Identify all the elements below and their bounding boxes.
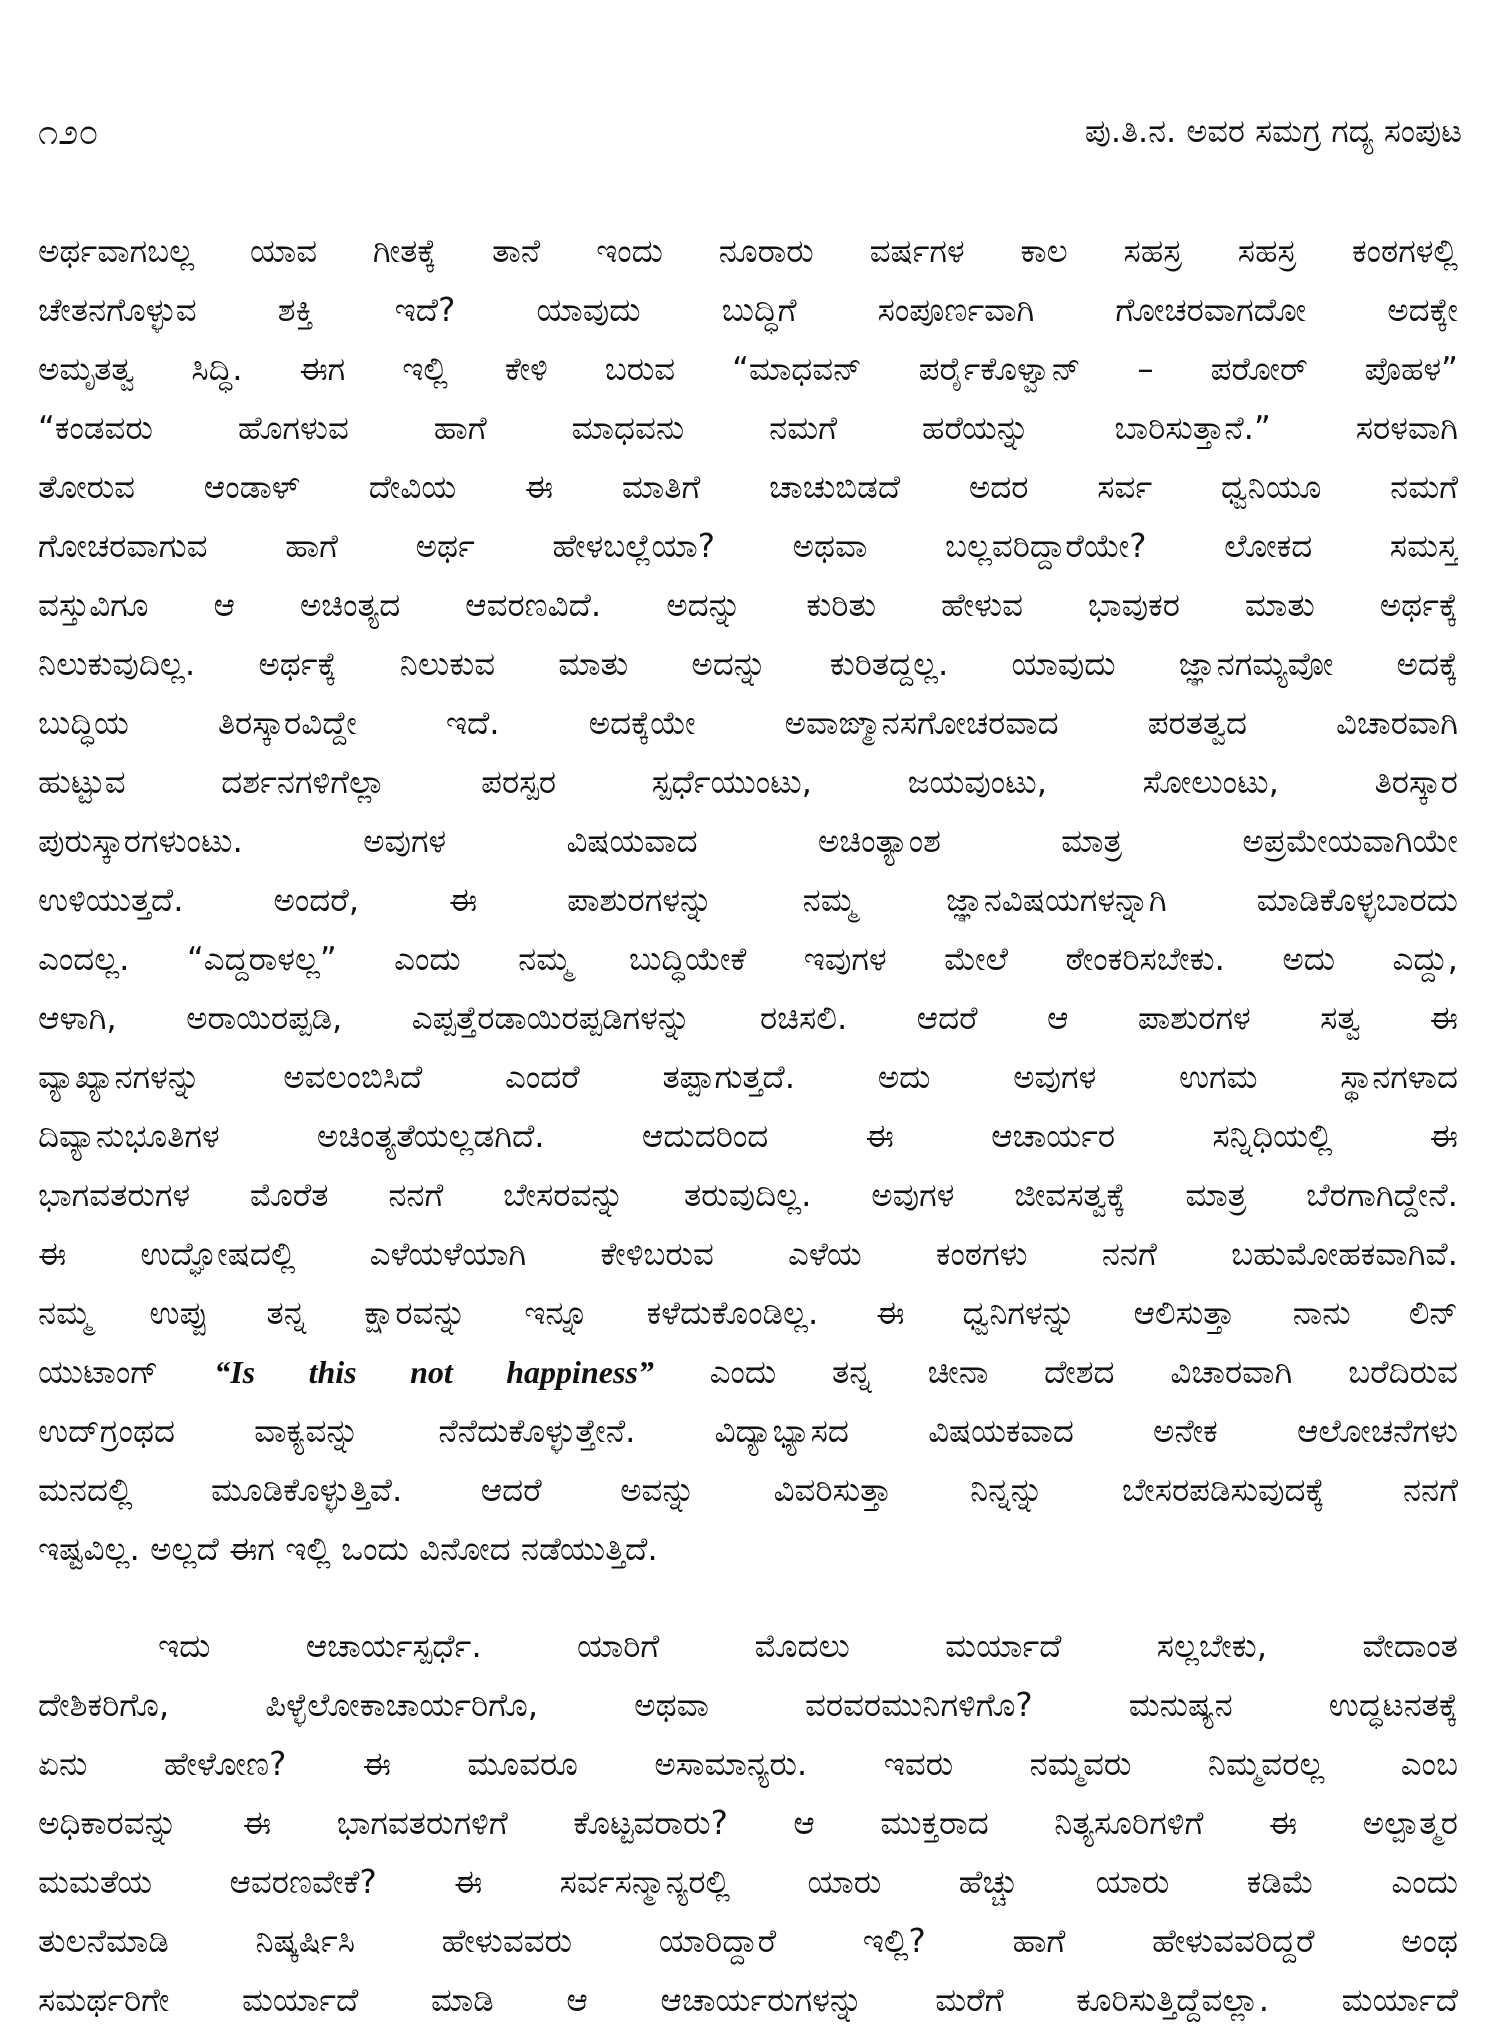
text-line: ವ್ಯಾಖ್ಯಾನಗಳನ್ನು ಅವಲಂಬಿಸಿದೆ ಎಂದರೆ ತಪ್ಪಾಗುತ್ತದೆ. ಅದು ಅವುಗಳ ಉಗಮ ಸ್ಥಾನಗಳಾದ (38, 1058, 1458, 1096)
text-line: ಮಮತೆಯ ಆವರಣವೇಕೆ? ಈ ಸರ್ವಸನ್ಮಾನ್ಯರಲ್ಲಿ ಯಾರು ಹೆಚ್ಚು ಯಾರು ಕಡಿಮೆ ಎಂದು (38, 1863, 1458, 1901)
body-text (38, 222, 1458, 2030)
text-line: ಅಧಿಕಾರವನ್ನು ಈ ಭಾಗವತರುಗಳಿಗೆ ಕೊಟ್ಟವರಾರು? ಆ ಮುಕ್ತರಾದ ನಿತ್ಯಸೂರಿಗಳಿಗೆ ಈ ಅಲ್ಪಾತ್ಮರ (38, 1804, 1458, 1842)
text-line: ಭಾಗವತರುಗಳ ಮೊರೆತ ನನಗೆ ಬೇಸರವನ್ನು ತರುವುದಿಲ್ಲ. ಅವುಗಳ ಜೀವಸತ್ವಕ್ಕೆ ಮಾತ್ರ ಬೆರಗಾಗಿದ್ದೇನೆ. (38, 1176, 1458, 1214)
text-line: ಇಷ್ಟವಿಲ್ಲ. ಅಲ್ಲದೆ ಈಗ ಇಲ್ಲಿ ಒಂದು ವಿನೋದ ನಡೆಯುತ್ತಿದೆ. (38, 1530, 658, 1568)
text-line: ವಸ್ತುವಿಗೂ ಆ ಅಚಿಂತ್ಯದ ಆವರಣವಿದೆ. ಅದನ್ನು ಕುರಿತು ಹೇಳುವ ಭಾವುಕರ ಮಾತು ಅರ್ಥಕ್ಕೆ (38, 586, 1458, 624)
text-line: ಇದು ಆಚಾರ್ಯಸ್ಪರ್ಧೆ. ಯಾರಿಗೆ ಮೊದಲು ಮರ್ಯಾದೆ ಸಲ್ಲಬೇಕು, ವೇದಾಂತ (158, 1627, 1458, 1665)
text-line: ಹುಟ್ಟುವ ದರ್ಶನಗಳಿಗೆಲ್ಲಾ ಪರಸ್ಪರ ಸ್ಪರ್ಧೆಯುಂಟು, ಜಯವುಂಟು, ಸೋಲುಂಟು, ತಿರಸ್ಕಾರ (38, 763, 1458, 801)
page-header (38, 112, 1462, 162)
text-line: ಸಮರ್ಥರಿಗೇ ಮರ್ಯಾದೆ ಮಾಡಿ ಆ ಆಚಾರ್ಯರುಗಳನ್ನು ಮರೆಗೆ ಕೂರಿಸುತ್ತಿದ್ದೆವಲ್ಲಾ. ಮರ್ಯಾದೆ (38, 1981, 1458, 2019)
text-line: ಬುದ್ಧಿಯ ತಿರಸ್ಕಾರವಿದ್ದೇ ಇದೆ. ಅದಕ್ಕೆಯೇ ಅವಾಙ್ಮಾನಸಗೋಚರವಾದ ಪರತತ್ವದ ವಿಚಾರವಾಗಿ (38, 704, 1458, 742)
text-line: ಅಮೃತತ್ವ ಸಿದ್ಧಿ. ಈಗ ಇಲ್ಲಿ ಕೇಳಿ ಬರುವ “ಮಾಧವನ್ ಪರ್ರೈಕೊಳ್ವಾನ್ – ಪರೋರ್ ಪೊಹಳ” (38, 350, 1458, 388)
text-line: ಈ ಉದ್ಘೋಷದಲ್ಲಿ ಎಳೆಯಳೆಯಾಗಿ ಕೇಳಿಬರುವ ಎಳೆಯ ಕಂಠಗಳು ನನಗೆ ಬಹುಮೋಹಕವಾಗಿವೆ. (38, 1235, 1458, 1273)
english-quote: “Is this not happiness” (214, 1354, 654, 1390)
text-line: ದಿವ್ಯಾನುಭೂತಿಗಳ ಅಚಿಂತ್ಯತೆಯಲ್ಲಡಗಿದೆ. ಆದುದರಿಂದ ಈ ಆಚಾರ್ಯರ ಸನ್ನಿಧಿಯಲ್ಲಿ ಈ (38, 1117, 1458, 1155)
page-number: ೧೨೦ (38, 112, 99, 153)
text-line: ತುಲನೆಮಾಡಿ ನಿಷ್ಕರ್ಷಿಸಿ ಹೇಳುವವರು ಯಾರಿದ್ದಾರೆ ಇಲ್ಲಿ? ಹಾಗೆ ಹೇಳುವವರಿದ್ದರೆ ಅಂಥ (38, 1922, 1458, 1960)
text-line: ಎಂದಲ್ಲ. “ಎದ್ದರಾಳಲ್ಲ” ಎಂದು ನಮ್ಮ ಬುದ್ಧಿಯೇಕೆ ಇವುಗಳ ಮೇಲೆ ಠೇಂಕರಿಸಬೇಕು. ಅದು ಎದ್ದು, (38, 940, 1458, 978)
text-line: ಚೇತನಗೊಳ್ಳುವ ಶಕ್ತಿ ಇದೆ? ಯಾವುದು ಬುದ್ಧಿಗೆ ಸಂಪೂರ್ಣವಾಗಿ ಗೋಚರವಾಗದೋ ಅದಕ್ಕೇ (38, 291, 1458, 329)
paragraph-1 (38, 222, 1458, 1579)
english-quote-line (38, 1343, 1458, 1402)
text-line: ಪುರುಸ್ಕಾರಗಳುಂಟು. ಅವುಗಳ ವಿಷಯವಾದ ಅಚಿಂತ್ಯಾಂಶ ಮಾತ್ರ ಅಪ್ರಮೇಯವಾಗಿಯೇ (38, 822, 1458, 860)
text-line: ಆಳಾಗಿ, ಅರಾಯಿರಪ್ಪಡಿ, ಎಪ್ಪತ್ತೆರಡಾಯಿರಪ್ಪಡಿಗಳನ್ನು ರಚಿಸಲಿ. ಆದರೆ ಆ ಪಾಶುರಗಳ ಸತ್ವ ಈ (38, 999, 1458, 1037)
text-line: ನಮ್ಮ ಉಪ್ಪು ತನ್ನ ಕ್ಷಾರವನ್ನು ಇನ್ನೂ ಕಳೆದುಕೊಂಡಿಲ್ಲ. ಈ ಧ್ವನಿಗಳನ್ನು ಆಲಿಸುತ್ತಾ ನಾನು ಲಿನ್ (38, 1294, 1458, 1332)
text-segment: ಯುಟಾಂಗ್ (38, 1353, 215, 1391)
text-line: “ಕಂಡವರು ಹೊಗಳುವ ಹಾಗೆ ಮಾಧವನು ನಮಗೆ ಹರೆಯನ್ನು ಬಾರಿಸುತ್ತಾನೆ.” ಸರಳವಾಗಿ (38, 409, 1458, 447)
text-segment: ಎಂದು ತನ್ನ ಚೀನಾ ದೇಶದ ವಿಚಾರವಾಗಿ ಬರೆದಿರುವ (653, 1353, 1458, 1391)
paragraph-gap (38, 1579, 1458, 1617)
text-line: ಉದ್‌ಗ್ರಂಥದ ವಾಕ್ಯವನ್ನು ನೆನೆದುಕೊಳ್ಳುತ್ತೇನೆ. ವಿದ್ಯಾಭ್ಯಾಸದ ವಿಷಯಕವಾದ ಅನೇಕ ಆಲೋಚನೆಗಳು (38, 1412, 1458, 1450)
text-line: ಉಳಿಯುತ್ತದೆ. ಅಂದರೆ, ಈ ಪಾಶುರಗಳನ್ನು ನಮ್ಮ ಜ್ಞಾನವಿಷಯಗಳನ್ನಾಗಿ ಮಾಡಿಕೊಳ್ಳಬಾರದು (38, 881, 1458, 919)
text-line: ತೋರುವ ಆಂಡಾಳ್ ದೇವಿಯ ಈ ಮಾತಿಗೆ ಚಾಚುಬಿಡದೆ ಅದರ ಸರ್ವ ಧ್ವನಿಯೂ ನಮಗೆ (38, 468, 1458, 506)
text-line: ಮನದಲ್ಲಿ ಮೂಡಿಕೊಳ್ಳುತ್ತಿವೆ. ಆದರೆ ಅವನ್ನು ವಿವರಿಸುತ್ತಾ ನಿನ್ನನ್ನು ಬೇಸರಪಡಿಸುವುದಕ್ಕೆ ನನಗೆ (38, 1471, 1458, 1509)
text-line: ಗೋಚರವಾಗುವ ಹಾಗೆ ಅರ್ಥ ಹೇಳಬಲ್ಲೆಯಾ? ಅಥವಾ ಬಲ್ಲವರಿದ್ದಾರೆಯೇ? ಲೋಕದ ಸಮಸ್ತ (38, 527, 1458, 565)
text-line: ದೇಶಿಕರಿಗೊ, ಪಿಳ್ಳೆಲೋಕಾಚಾರ್ಯರಿಗೊ, ಅಥವಾ ವರವರಮುನಿಗಳಿಗೊ? ಮನುಷ್ಯನ ಉದ್ಧಟನತಕ್ಕೆ (38, 1686, 1458, 1724)
text-line: ಅರ್ಥವಾಗಬಲ್ಲ ಯಾವ ಗೀತಕ್ಕೆ ತಾನೆ ಇಂದು ನೂರಾರು ವರ್ಷಗಳ ಕಾಲ ಸಹಸ್ರ ಸಹಸ್ರ ಕಂಠಗಳಲ್ಲಿ (38, 232, 1458, 270)
running-title: ಪು.ತಿ.ನ. ಅವರ ಸಮಗ್ರ ಗದ್ಯ ಸಂಪುಟ (1084, 112, 1462, 150)
text-line: ನಿಲುಕುವುದಿಲ್ಲ. ಅರ್ಥಕ್ಕೆ ನಿಲುಕುವ ಮಾತು ಅದನ್ನು ಕುರಿತದ್ದಲ್ಲ. ಯಾವುದು ಜ್ಞಾನಗಮ್ಯವೋ ಅದಕ್ಕೆ (38, 645, 1458, 683)
paragraph-2 (38, 1617, 1458, 2030)
text-line: ಏನು ಹೇಳೋಣ? ಈ ಮೂವರೂ ಅಸಾಮಾನ್ಯರು. ಇವರು ನಮ್ಮವರು ನಿಮ್ಮವರಲ್ಲ ಎಂಬ (38, 1745, 1458, 1783)
